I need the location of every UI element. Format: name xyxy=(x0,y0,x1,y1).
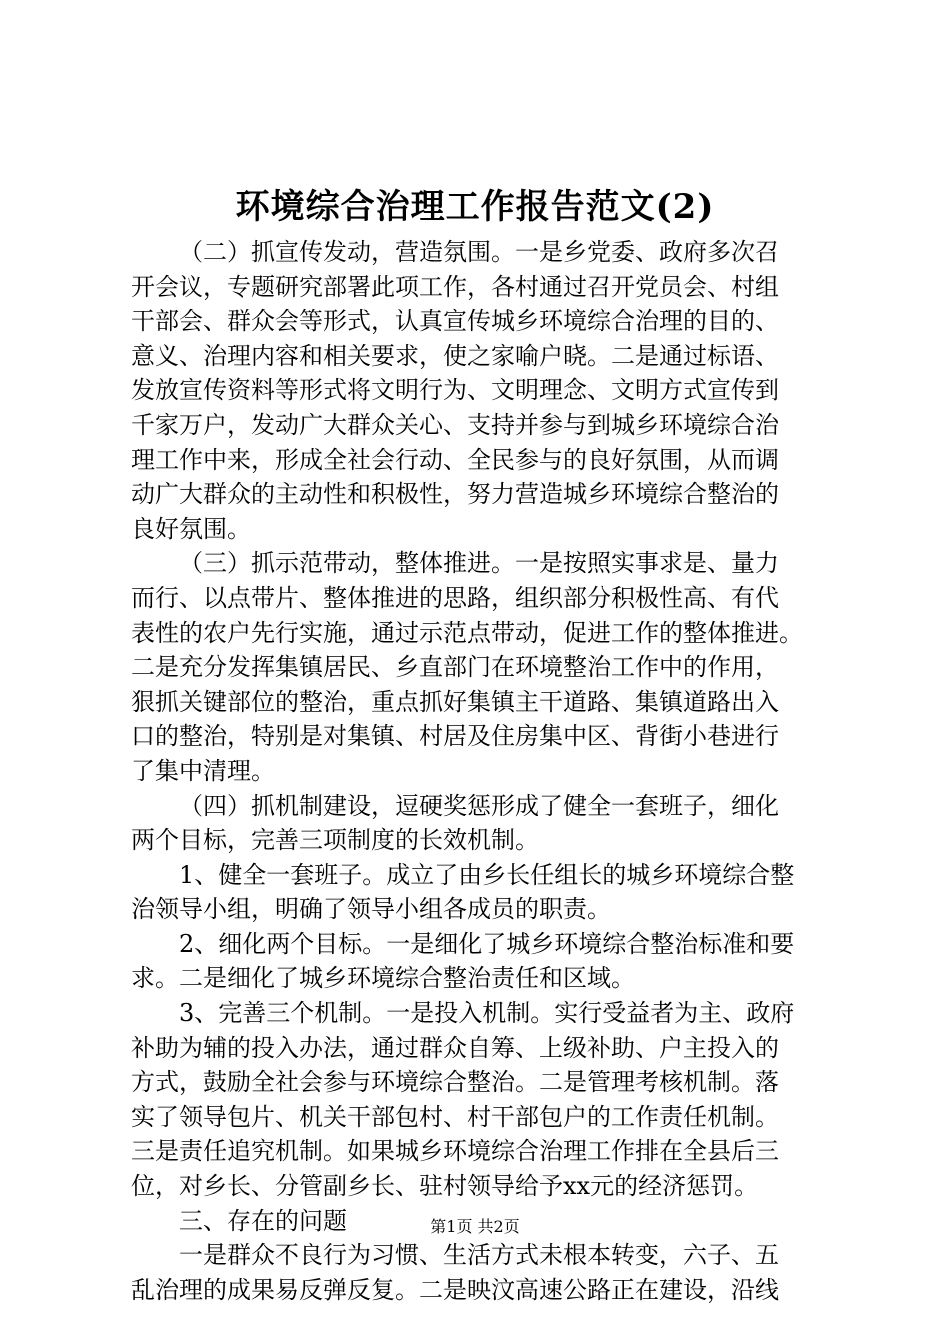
text-line: 一是群众不良行为习惯、生活方式未根本转变，六子、五 xyxy=(179,1241,779,1270)
text-line: 而行、以点带片、整体推进的思路，组织部分积极性高、有代 xyxy=(131,583,779,612)
text-line: 乱治理的成果易反弹反复。二是映汶高速公路正在建设，沿线 xyxy=(131,1275,779,1304)
text-line: 表性的农户先行实施，通过示范点带动，促进工作的整体推进。 xyxy=(131,618,803,647)
document-body xyxy=(131,235,833,1307)
text-line: （三）抓示范带动，整体推进。一是按照实事求是、量力 xyxy=(179,549,779,578)
text-line: 补助为辅的投入办法，通过群众自筹、上级补助、户主投入的 xyxy=(131,1033,779,1062)
text-line: 口的整治，特别是对集镇、村居及住房集中区、背街小巷进行 xyxy=(131,722,779,751)
text-line: 求。二是细化了城乡环境综合整治责任和区域。 xyxy=(131,964,635,993)
text-line: （二）抓宣传发动，营造氛围。一是乡党委、政府多次召 xyxy=(179,238,779,266)
text-line: 良好氛围。 xyxy=(131,514,251,543)
text-line: 实了领导包片、机关干部包村、村干部包户的工作责任机制。 xyxy=(131,1102,779,1131)
document-title: 环境综合治理工作报告范文(2) xyxy=(235,187,715,227)
text-line: 千家万户，发动广大群众关心、支持并参与到城乡环境综合治 xyxy=(131,410,779,439)
text-line: 三是责任追究机制。如果城乡环境综合治理工作排在全县后三 xyxy=(131,1137,779,1166)
text-line: 方式，鼓励全社会参与环境综合整治。二是管理考核机制。落 xyxy=(131,1068,779,1097)
text-line: （四）抓机制建设，逗硬奖惩形成了健全一套班子，细化 xyxy=(179,791,779,820)
text-line: 了集中清理。 xyxy=(131,756,275,785)
text-line: 两个目标，完善三项制度的长效机制。 xyxy=(131,826,539,855)
text-line: 理工作中来，形成全社会行动、全民参与的良好氛围，从而调 xyxy=(131,445,779,474)
text-line: 意义、治理内容和相关要求，使之家喻户晓。二是通过标语、 xyxy=(131,341,779,370)
text-line: 开会议，专题研究部署此项工作，各村通过召开党员会、村组 xyxy=(131,272,779,301)
text-line: 1、健全一套班子。成立了由乡长任组长的城乡环境综合整 xyxy=(179,860,795,889)
text-line: 二是充分发挥集镇居民、乡直部门在环境整治工作中的作用， xyxy=(131,653,779,682)
text-line: 动广大群众的主动性和积极性，努力营造城乡环境综合整治的 xyxy=(131,480,779,509)
text-line: 2、细化两个目标。一是细化了城乡环境综合整治标准和要 xyxy=(179,929,795,958)
text-line: 狠抓关键部位的整治，重点抓好集镇主干道路、集镇道路出入 xyxy=(131,687,779,716)
page-number-footer: 第1页 共2页 xyxy=(430,1217,520,1236)
section-heading: 三、存在的问题 xyxy=(179,1206,347,1235)
text-line: 治领导小组，明确了领导小组各成员的职责。 xyxy=(131,895,611,924)
text-line: 位，对乡长、分管副乡长、驻村领导给予xx元的经济惩罚。 xyxy=(131,1172,759,1201)
text-line: 干部会、群众会等形式，认真宣传城乡环境综合治理的目的、 xyxy=(131,307,779,336)
text-line: 发放宣传资料等形式将文明行为、文明理念、文明方式宣传到 xyxy=(131,376,779,405)
text-line: 3、完善三个机制。一是投入机制。实行受益者为主、政府 xyxy=(179,999,795,1028)
